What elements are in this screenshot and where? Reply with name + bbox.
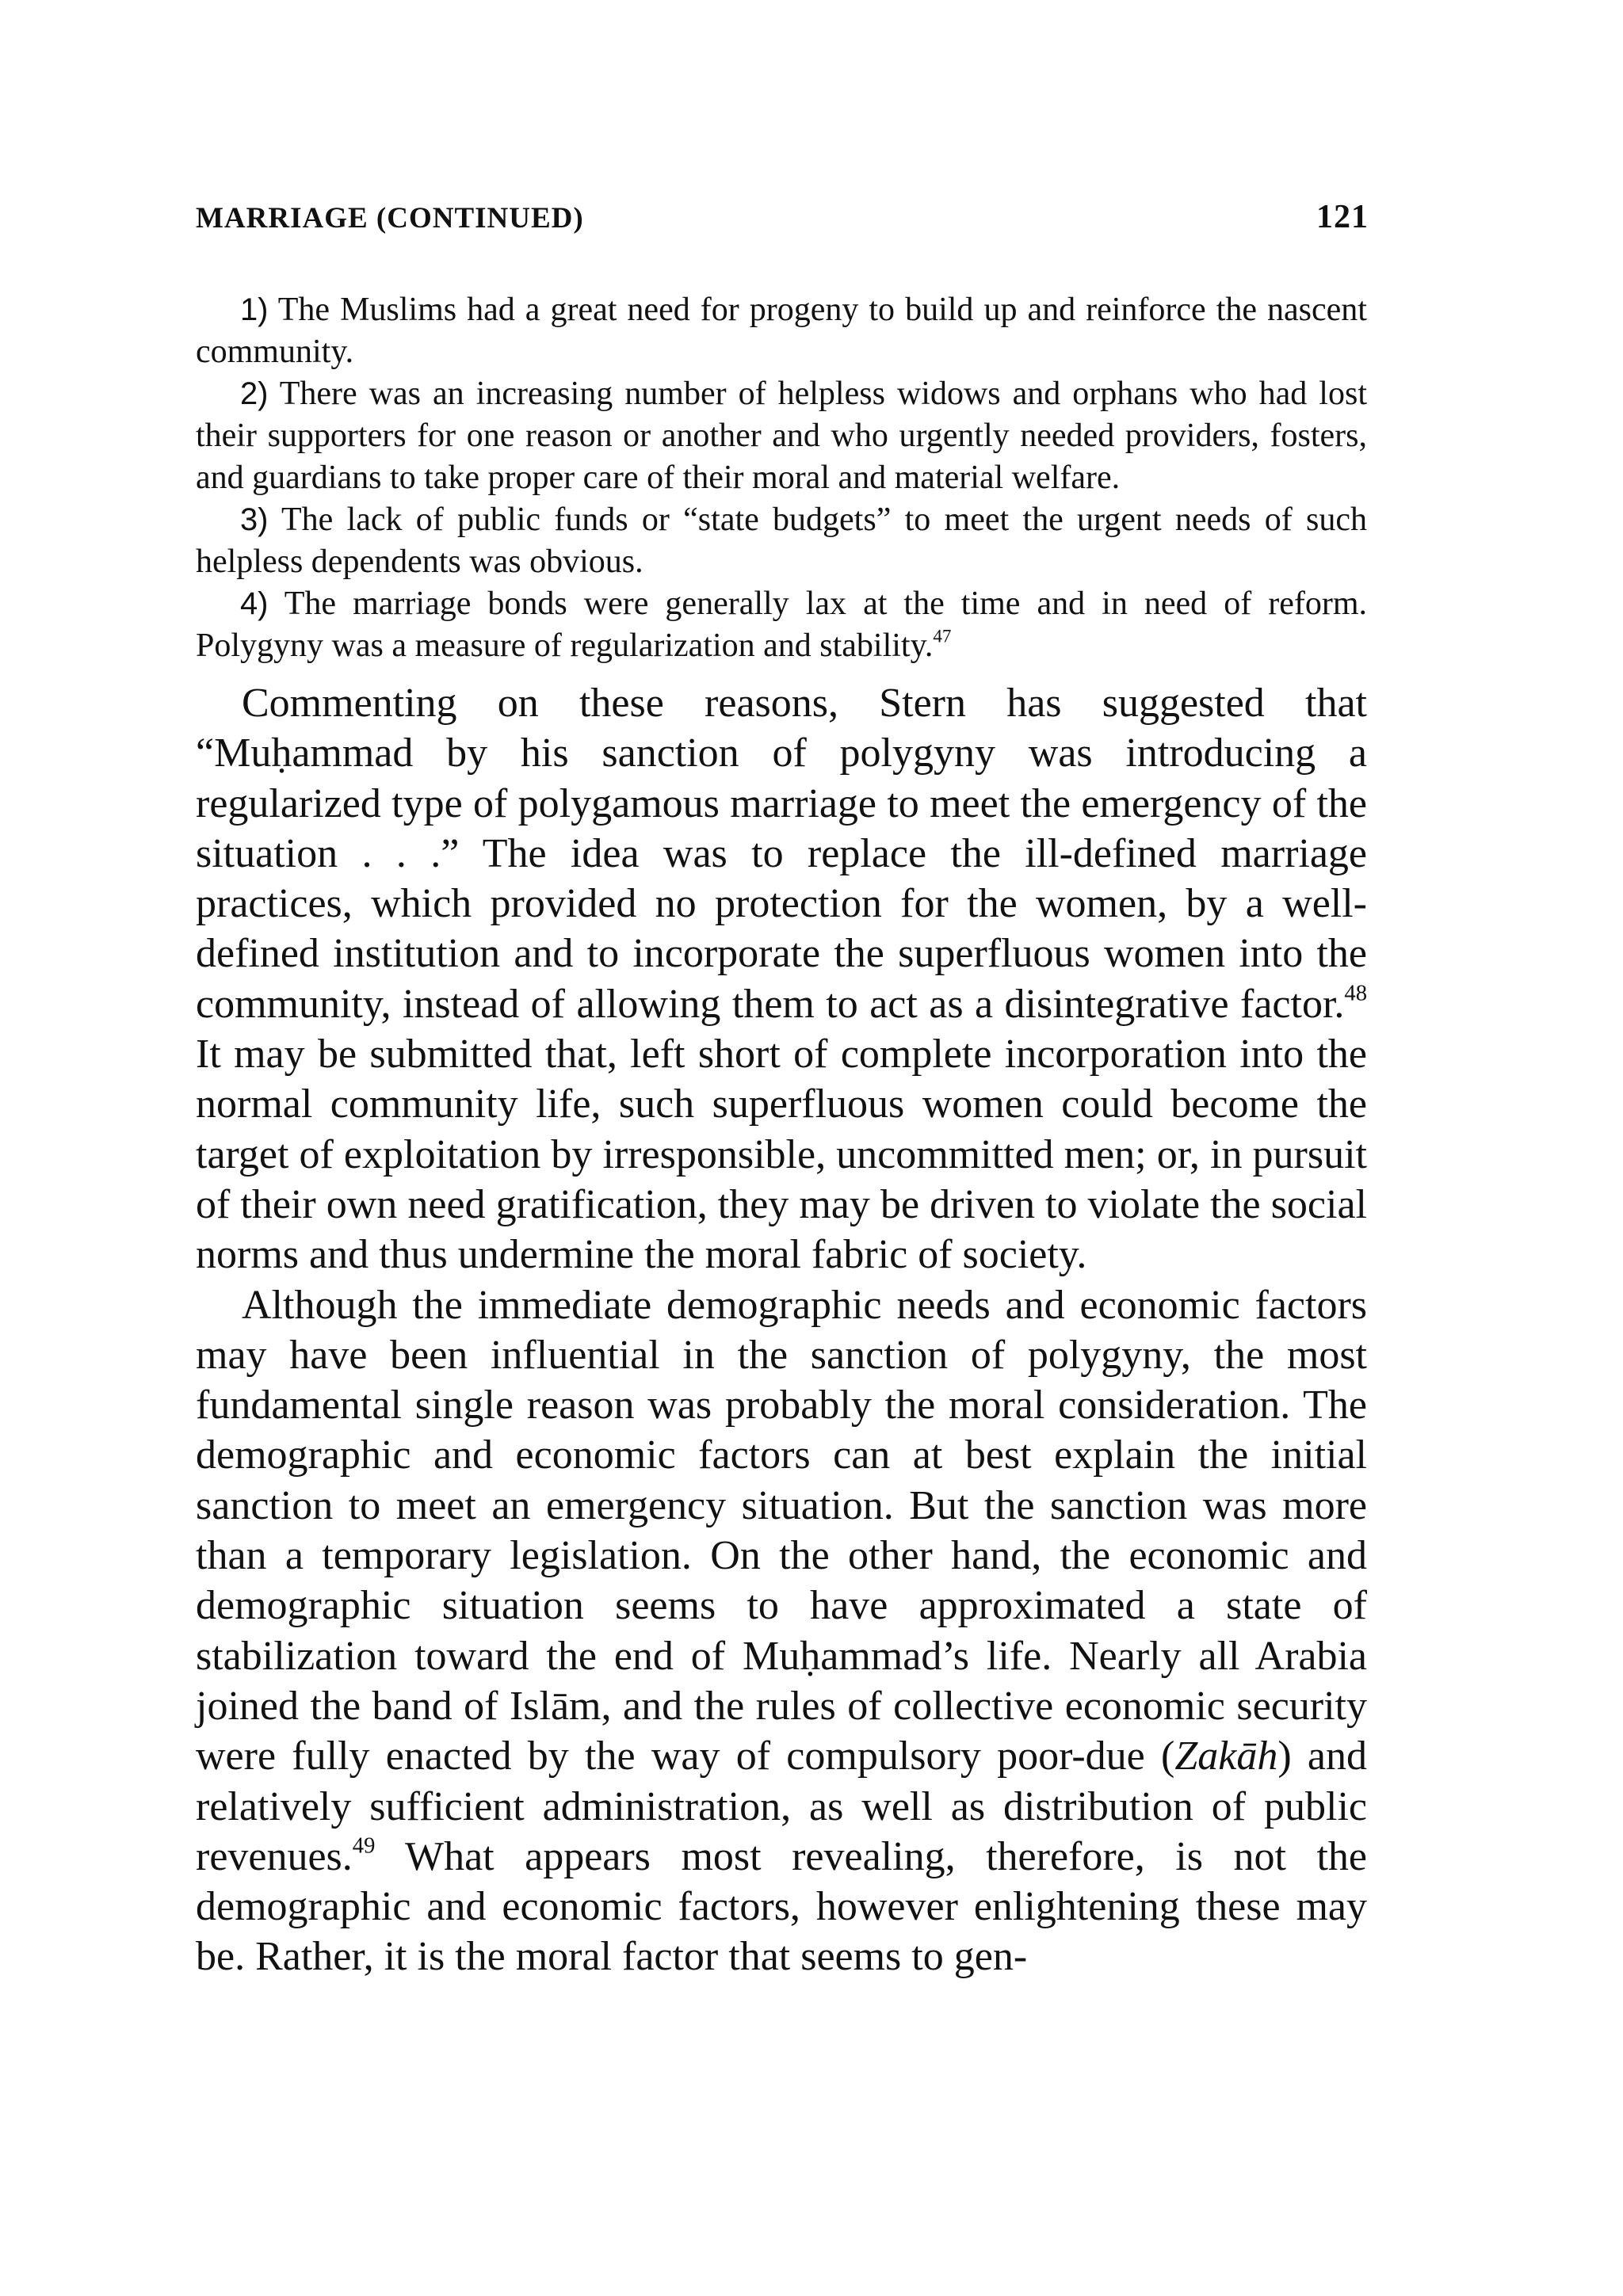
paragraph-text: Although the immediate demographic needs and economic factors may have been influential in the sanction of polygyny, the most fundamental single reason was probably the moral consideration. The demographic and economic factors can at best explain the initial sanction to meet an emergency situation. But the sanction was more than a temporary legislation. On the other hand, the economic and demographic situation seems to have approximated a state of stabilization toward the end of Muḥammad’s life. Nearly all Arabia joined the band of Islām, and the rules of collective economic security were fully enacted by the way of compulsory poor-due ( bbox=[196, 1282, 1367, 1779]
reason-text: The marriage bonds were generally lax at the time and in need of reform. Polygyny was a measure of regularization and stability. bbox=[196, 585, 1368, 664]
reason-item-1 bbox=[196, 289, 1367, 373]
reason-item-4 bbox=[196, 583, 1367, 667]
reason-number: 2) bbox=[240, 376, 269, 411]
body-paragraph-1 bbox=[196, 678, 1367, 1280]
reason-item-3 bbox=[196, 499, 1367, 583]
reason-text: The Muslims had a great need for progeny to build up and reinforce the nascent community. bbox=[196, 292, 1367, 370]
running-head bbox=[196, 198, 1369, 236]
body-paragraph-2 bbox=[196, 1280, 1367, 1982]
reason-text: The lack of public funds or “state budgets” to meet the urgent needs of such helpless dependents was obvious. bbox=[196, 502, 1367, 580]
reason-text: There was an increasing number of helpless widows and orphans who had lost their supporters for one reason or another and who urgently needed providers, fosters, and guardians to take proper care of their moral and material welfare. bbox=[196, 376, 1367, 496]
footnote-ref-47: 47 bbox=[933, 625, 952, 646]
reason-number: 3) bbox=[240, 502, 269, 537]
page-content bbox=[196, 289, 1367, 1982]
paragraph-text: It may be submitted that, left short of complete incorporation into the normal community life, such superfluous women could become the target of exploitation by irresponsible, uncommitted men; or, in pursuit of their own need gratification, they may be driven to violate the social norms and thus undermine the moral fabric of society. bbox=[196, 1032, 1367, 1278]
paragraph-text: Commenting on these reasons, Stern has suggested that “Muḥammad by his sanction of polygyny was introducing a regularized type of polygamous marriage to meet the emergency of the situation . . .” The idea was to replace the ill-defined marriage practices, which provided no protection for the women, by a well-defined institution and to incorporate the superfluous women into the community, instead of allowing them to act as a disintegrative factor. bbox=[196, 681, 1367, 1027]
paragraph-text: What appears most revealing, therefore, is not the demographic and economic factors, however enlightening these may be. Rather, it is the moral factor that seems to gen- bbox=[196, 1833, 1367, 1980]
reason-item-2 bbox=[196, 373, 1367, 499]
page-number: 121 bbox=[1316, 199, 1369, 235]
footnote-ref-48: 48 bbox=[1344, 981, 1367, 1006]
paragraph-text: ) and relatively sufficient administration, as well as distribution of public revenues. bbox=[196, 1733, 1367, 1879]
footnote-ref-49: 49 bbox=[352, 1833, 376, 1859]
reason-number: 4) bbox=[240, 586, 269, 621]
italic-term: Zakāh bbox=[1174, 1733, 1278, 1779]
reason-number: 1) bbox=[240, 292, 269, 327]
running-title: MARRIAGE (CONTINUED) bbox=[196, 202, 584, 235]
